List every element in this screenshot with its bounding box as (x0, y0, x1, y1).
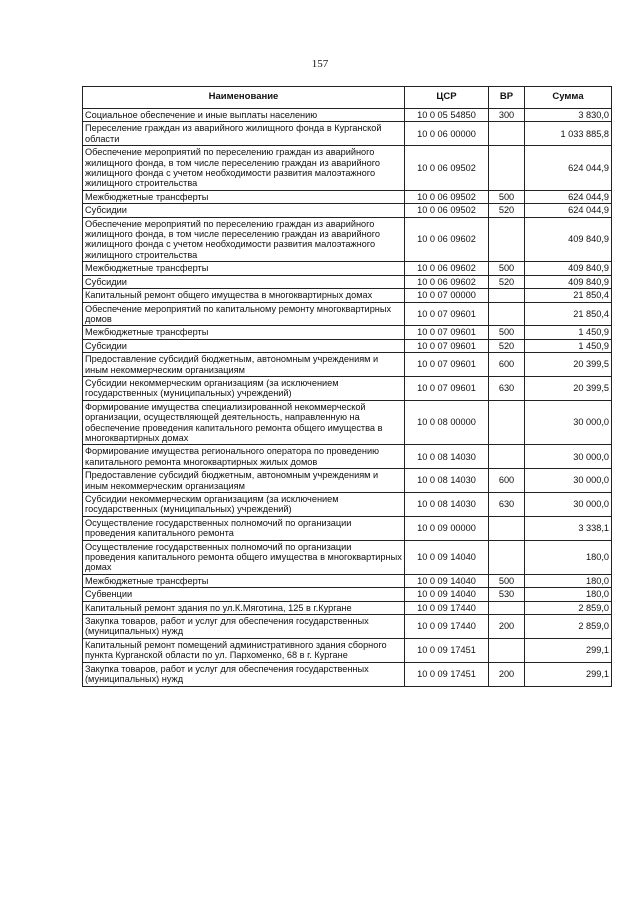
cell-csr: 10 0 07 09601 (405, 302, 489, 326)
table-row (83, 601, 612, 614)
cell-name: Формирование имущества специализированной некоммерческой организации, осуществляющей деятельность, направленную на обеспечение проведения капитального ремонта общего имущества в многоквартирных домах (83, 400, 405, 445)
cell-vr: 500 (489, 326, 525, 339)
table-row (83, 638, 612, 662)
table-row (83, 289, 612, 302)
cell-csr: 10 0 08 14030 (405, 469, 489, 493)
cell-name: Закупка товаров, работ и услуг для обеспечения государственных (муниципальных) нужд (83, 662, 405, 686)
budget-table (82, 86, 612, 687)
cell-sum: 180,0 (525, 574, 612, 587)
cell-csr: 10 0 07 09601 (405, 326, 489, 339)
table-row (83, 574, 612, 587)
cell-csr: 10 0 08 00000 (405, 400, 489, 445)
cell-sum: 21 850,4 (525, 289, 612, 302)
cell-name: Предоставление субсидий бюджетным, автономным учреждениям и иным некоммерческим организациям (83, 353, 405, 377)
cell-sum: 30 000,0 (525, 493, 612, 517)
cell-csr: 10 0 09 14040 (405, 588, 489, 601)
header-sum: Сумма (525, 87, 612, 109)
cell-sum: 30 000,0 (525, 400, 612, 445)
table-row (83, 588, 612, 601)
cell-vr: 500 (489, 262, 525, 275)
cell-sum: 3 830,0 (525, 109, 612, 122)
cell-vr: 200 (489, 662, 525, 686)
cell-vr (489, 289, 525, 302)
cell-csr: 10 0 06 09602 (405, 262, 489, 275)
cell-name: Капитальный ремонт общего имущества в многоквартирных домах (83, 289, 405, 302)
cell-csr: 10 0 09 00000 (405, 516, 489, 540)
cell-sum: 409 840,9 (525, 275, 612, 288)
cell-vr: 520 (489, 339, 525, 352)
cell-sum: 624 044,9 (525, 204, 612, 217)
cell-csr: 10 0 07 09601 (405, 376, 489, 400)
cell-name: Социальное обеспечение и иные выплаты населению (83, 109, 405, 122)
cell-sum: 180,0 (525, 540, 612, 574)
cell-sum: 624 044,9 (525, 190, 612, 203)
cell-sum: 624 044,9 (525, 146, 612, 191)
table-row (83, 262, 612, 275)
cell-name: Межбюджетные трансферты (83, 574, 405, 587)
cell-name: Субсидии (83, 275, 405, 288)
table-header-row (83, 87, 612, 109)
cell-sum: 20 399,5 (525, 353, 612, 377)
cell-name: Межбюджетные трансферты (83, 326, 405, 339)
table-row (83, 190, 612, 203)
cell-vr (489, 445, 525, 469)
cell-name: Капитальный ремонт помещений административного здания сборного пункта Курганской области по ул. Пархоменко, 68 в г. Кургане (83, 638, 405, 662)
cell-name: Межбюджетные трансферты (83, 262, 405, 275)
table-row (83, 146, 612, 191)
cell-name: Предоставление субсидий бюджетным, автономным учреждениям и иным некоммерческим организациям (83, 469, 405, 493)
cell-csr: 10 0 06 09502 (405, 146, 489, 191)
cell-vr: 600 (489, 353, 525, 377)
cell-vr: 600 (489, 469, 525, 493)
cell-name: Субсидии некоммерческим организациям (за исключением государственных (муниципальных) учреждений) (83, 493, 405, 517)
cell-name: Обеспечение мероприятий по переселению граждан из аварийного жилищного фонда, в том числе переселению граждан из аварийного жилищного фонда с учетом необходимости развития малоэтажного жилищного строительства (83, 146, 405, 191)
cell-csr: 10 0 09 14040 (405, 574, 489, 587)
cell-csr: 10 0 09 17451 (405, 638, 489, 662)
cell-vr (489, 146, 525, 191)
cell-sum: 1 033 885,8 (525, 122, 612, 146)
cell-csr: 10 0 06 00000 (405, 122, 489, 146)
cell-sum: 1 450,9 (525, 339, 612, 352)
cell-name: Осуществление государственных полномочий по организации проведения капитального ремонта общего имущества в многоквартирных домах (83, 540, 405, 574)
cell-vr: 520 (489, 275, 525, 288)
cell-csr: 10 0 07 09601 (405, 339, 489, 352)
header-name: Наименование (83, 87, 405, 109)
cell-vr: 300 (489, 109, 525, 122)
header-vr: ВР (489, 87, 525, 109)
cell-vr (489, 400, 525, 445)
table-row (83, 540, 612, 574)
cell-vr (489, 638, 525, 662)
table-row (83, 615, 612, 639)
cell-vr (489, 540, 525, 574)
cell-sum: 21 850,4 (525, 302, 612, 326)
cell-csr: 10 0 06 09602 (405, 275, 489, 288)
cell-vr: 500 (489, 190, 525, 203)
cell-vr: 500 (489, 574, 525, 587)
cell-csr: 10 0 09 17451 (405, 662, 489, 686)
cell-name: Субсидии (83, 339, 405, 352)
cell-vr: 200 (489, 615, 525, 639)
table-row (83, 204, 612, 217)
cell-name: Обеспечение мероприятий по капитальному ремонту многоквартирных домов (83, 302, 405, 326)
table-row (83, 275, 612, 288)
cell-sum: 409 840,9 (525, 262, 612, 275)
cell-name: Переселение граждан из аварийного жилищного фонда в Курганской области (83, 122, 405, 146)
table-row (83, 217, 612, 262)
cell-name: Субвенции (83, 588, 405, 601)
table-row (83, 445, 612, 469)
cell-name: Субсидии некоммерческим организациям (за исключением государственных (муниципальных) учреждений) (83, 376, 405, 400)
cell-name: Субсидии (83, 204, 405, 217)
cell-name: Межбюджетные трансферты (83, 190, 405, 203)
table-row (83, 326, 612, 339)
table-row (83, 353, 612, 377)
cell-csr: 10 0 09 17440 (405, 601, 489, 614)
cell-vr: 630 (489, 376, 525, 400)
table-row (83, 109, 612, 122)
table-row (83, 662, 612, 686)
cell-csr: 10 0 09 14040 (405, 540, 489, 574)
table-row (83, 122, 612, 146)
cell-vr (489, 122, 525, 146)
cell-sum: 299,1 (525, 638, 612, 662)
table-row (83, 339, 612, 352)
cell-vr: 520 (489, 204, 525, 217)
cell-sum: 20 399,5 (525, 376, 612, 400)
cell-csr: 10 0 07 09601 (405, 353, 489, 377)
cell-csr: 10 0 09 17440 (405, 615, 489, 639)
table-row (83, 469, 612, 493)
cell-sum: 180,0 (525, 588, 612, 601)
cell-sum: 1 450,9 (525, 326, 612, 339)
cell-csr: 10 0 06 09502 (405, 204, 489, 217)
page-number: 157 (311, 58, 329, 70)
header-csr: ЦСР (405, 87, 489, 109)
table-body (83, 109, 612, 687)
cell-vr (489, 601, 525, 614)
table-row (83, 376, 612, 400)
cell-csr: 10 0 07 00000 (405, 289, 489, 302)
table-row (83, 400, 612, 445)
cell-csr: 10 0 06 09602 (405, 217, 489, 262)
cell-csr: 10 0 05 54850 (405, 109, 489, 122)
cell-vr (489, 302, 525, 326)
cell-csr: 10 0 08 14030 (405, 445, 489, 469)
cell-vr (489, 217, 525, 262)
cell-sum: 3 338,1 (525, 516, 612, 540)
cell-name: Осуществление государственных полномочий по организации проведения капитального ремонта (83, 516, 405, 540)
cell-name: Формирование имущества регионального оператора по проведению капитального ремонта многоквартирных жилых домов (83, 445, 405, 469)
cell-sum: 299,1 (525, 662, 612, 686)
table-row (83, 516, 612, 540)
cell-name: Закупка товаров, работ и услуг для обеспечения государственных (муниципальных) нужд (83, 615, 405, 639)
cell-sum: 2 859,0 (525, 615, 612, 639)
cell-vr (489, 516, 525, 540)
cell-name: Обеспечение мероприятий по переселению граждан из аварийного жилищного фонда, в том числе переселению граждан из аварийного жилищного фонда с учетом необходимости развития малоэтажного жилищного строительства (83, 217, 405, 262)
cell-csr: 10 0 06 09502 (405, 190, 489, 203)
cell-name: Капитальный ремонт здания по ул.К.Мяготина, 125 в г.Кургане (83, 601, 405, 614)
cell-sum: 30 000,0 (525, 469, 612, 493)
cell-sum: 2 859,0 (525, 601, 612, 614)
table-row (83, 493, 612, 517)
cell-sum: 409 840,9 (525, 217, 612, 262)
cell-sum: 30 000,0 (525, 445, 612, 469)
cell-csr: 10 0 08 14030 (405, 493, 489, 517)
cell-vr: 630 (489, 493, 525, 517)
table-row (83, 302, 612, 326)
cell-vr: 530 (489, 588, 525, 601)
